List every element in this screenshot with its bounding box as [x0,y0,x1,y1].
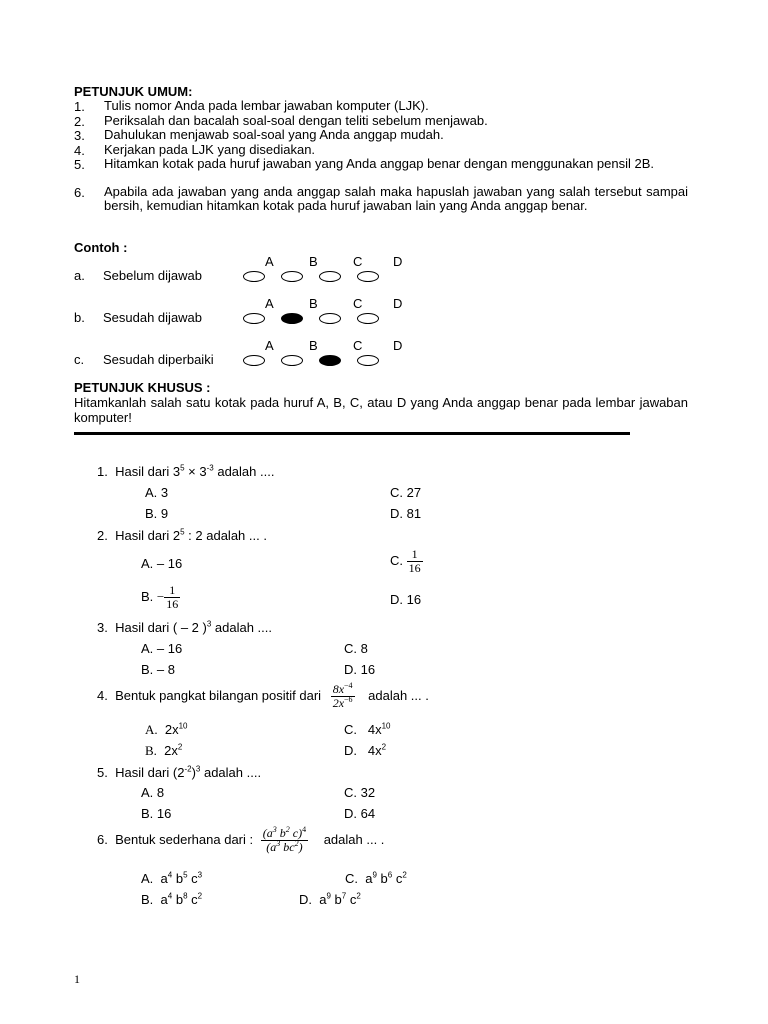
question-1: 1. Hasil dari $3^5 \times 3^{-3}$ adalah .... [97,463,275,479]
question-3: 3. Hasil dari ( – 2 )$^3$ adalah .... [97,619,272,635]
question-5: 5. Hasil dari $(2^{-2})^3$ adalah .... [97,764,262,780]
example-row-text: Sesudah diperbaiki [103,352,214,367]
divider-rule [74,432,630,435]
q6-fraction: $\frac{(a^3 b^2 c)^4}{(a^3 bc^2)}$ [262,825,307,854]
general-item-number: 5. [74,157,85,172]
answer-bubble [243,271,265,282]
q3-option-b: B. – 8 [141,662,175,677]
general-item-number: 1. [74,99,85,114]
general-item-text: Hitamkan kotak pada huruf jawaban yang Anda anggap benar dengan menggunakan pensil 2B. [104,156,655,171]
q6-option-c: C. $a^9$ $b^6$ $c^2$ [345,870,407,886]
special-heading: PETUNJUK KHUSUS : [74,380,211,395]
example-letter: D [393,254,403,269]
q4-option-d: D. $4x^2$ [344,742,387,758]
general-item-number: 4. [74,143,85,158]
q3-option-a: A. – 16 [141,641,183,656]
general-item-number: 6. [74,185,85,200]
q6-option-b: B. $a^4$ $b^8$ $c^2$ [141,891,203,907]
q4-fraction: $\frac{8x^{-4}}{2x^{-6}}$ [332,681,353,710]
q3-option-c: C. 8 [344,641,368,656]
answer-bubble [319,313,341,324]
q5-option-a: A. 8 [141,785,165,800]
example-letter: C [353,254,363,269]
example-letter: A [265,338,274,353]
q4-option-c: C. $4x^{10}$ [344,721,391,737]
q2-option-d: D. 16 [390,592,422,607]
example-letter: B [309,296,318,311]
q2-option-a: A. – 16 [141,556,183,571]
q4-option-a: A. $2x^{10}$ [145,721,188,737]
example-letter: C [353,338,363,353]
general-item-number: 2. [74,114,85,129]
q3-option-d: D. 16 [344,662,376,677]
example-heading: Contoh : [74,240,128,255]
answer-bubble [281,271,303,282]
q1-option-d: D. 81 [390,506,422,521]
special-text: Hitamkanlah salah satu kotak pada huruf A, B, C, atau D yang Anda anggap benar pada lembar jawaban komputer! [74,395,688,425]
q5-option-b: B. 16 [141,806,172,821]
example-row-label: c. [74,352,85,367]
page-number: 1 [74,972,80,986]
example-row-text: Sesudah dijawab [103,310,203,325]
question-2: 2. Hasil dari $2^5$ : 2 adalah ... . [97,527,267,543]
q5-option-c: C. 32 [344,785,376,800]
answer-bubble [357,271,379,282]
question-4: 4. Bentuk pangkat bilangan positif dari $\frac{8x^{-4}}{2x^{-6}}$ adalah ... . [97,681,429,710]
example-row-text: Sebelum dijawab [103,268,203,283]
example-letter: B [309,338,318,353]
q2-option-c: C. $\frac{1}{16}$ [390,547,421,575]
answer-bubble [243,355,265,366]
q2-fraction-b: $\frac{1}{16}$ [166,583,179,611]
answer-bubble-filled [319,355,341,366]
example-letter: D [393,338,403,353]
answer-bubble [281,355,303,366]
general-item-number: 3. [74,128,85,143]
q6-option-d: D. $a^9$ $b^7$ $c^2$ [299,891,361,907]
answer-bubble [319,271,341,282]
q1-option-c: C. 27 [390,485,422,500]
answer-bubble [357,355,379,366]
example-row-label: a. [74,268,85,283]
q1-option-b: B. 9 [145,506,169,521]
q2-fraction-c: $\frac{1}{16}$ [408,547,421,575]
general-item-text: Apabila ada jawaban yang anda anggap salah maka hapuslah jawaban yang salah tersebut sampai bersih, kemudian hitamkan kotak pada huruf jawaban lain yang Anda anggap benar. [104,184,688,213]
answer-bubble [243,313,265,324]
general-item-text: Periksalah dan bacalah soal-soal dengan teliti sebelum menjawab. [104,113,488,128]
answer-bubble [357,313,379,324]
general-item-text: Kerjakan pada LJK yang disediakan. [104,142,316,157]
q2-option-b: B. − $\frac{1}{16}$ [141,583,179,611]
general-heading: PETUNJUK UMUM: [74,84,193,99]
example-letter: C [353,296,363,311]
example-row-label: b. [74,310,85,325]
example-letter: B [309,254,318,269]
answer-bubble-filled [281,313,303,324]
question-6: 6. Bentuk sederhana dari : $\frac{(a^3 b^2 c)^4}{(a^3 bc^2)}$ adalah ... . [97,825,385,854]
general-item-text: Dahulukan menjawab soal-soal yang Anda anggap mudah. [104,127,444,142]
example-letter: A [265,254,274,269]
q1-option-a: A. 3 [145,485,169,500]
example-letter: D [393,296,403,311]
example-letter: A [265,296,274,311]
q4-option-b: B. $2x^2$ [145,742,183,758]
q6-option-a: A. $a^4$ $b^5$ $c^3$ [141,870,203,886]
general-item-text: Tulis nomor Anda pada lembar jawaban komputer (LJK). [104,98,429,113]
q5-option-d: D. 64 [344,806,376,821]
